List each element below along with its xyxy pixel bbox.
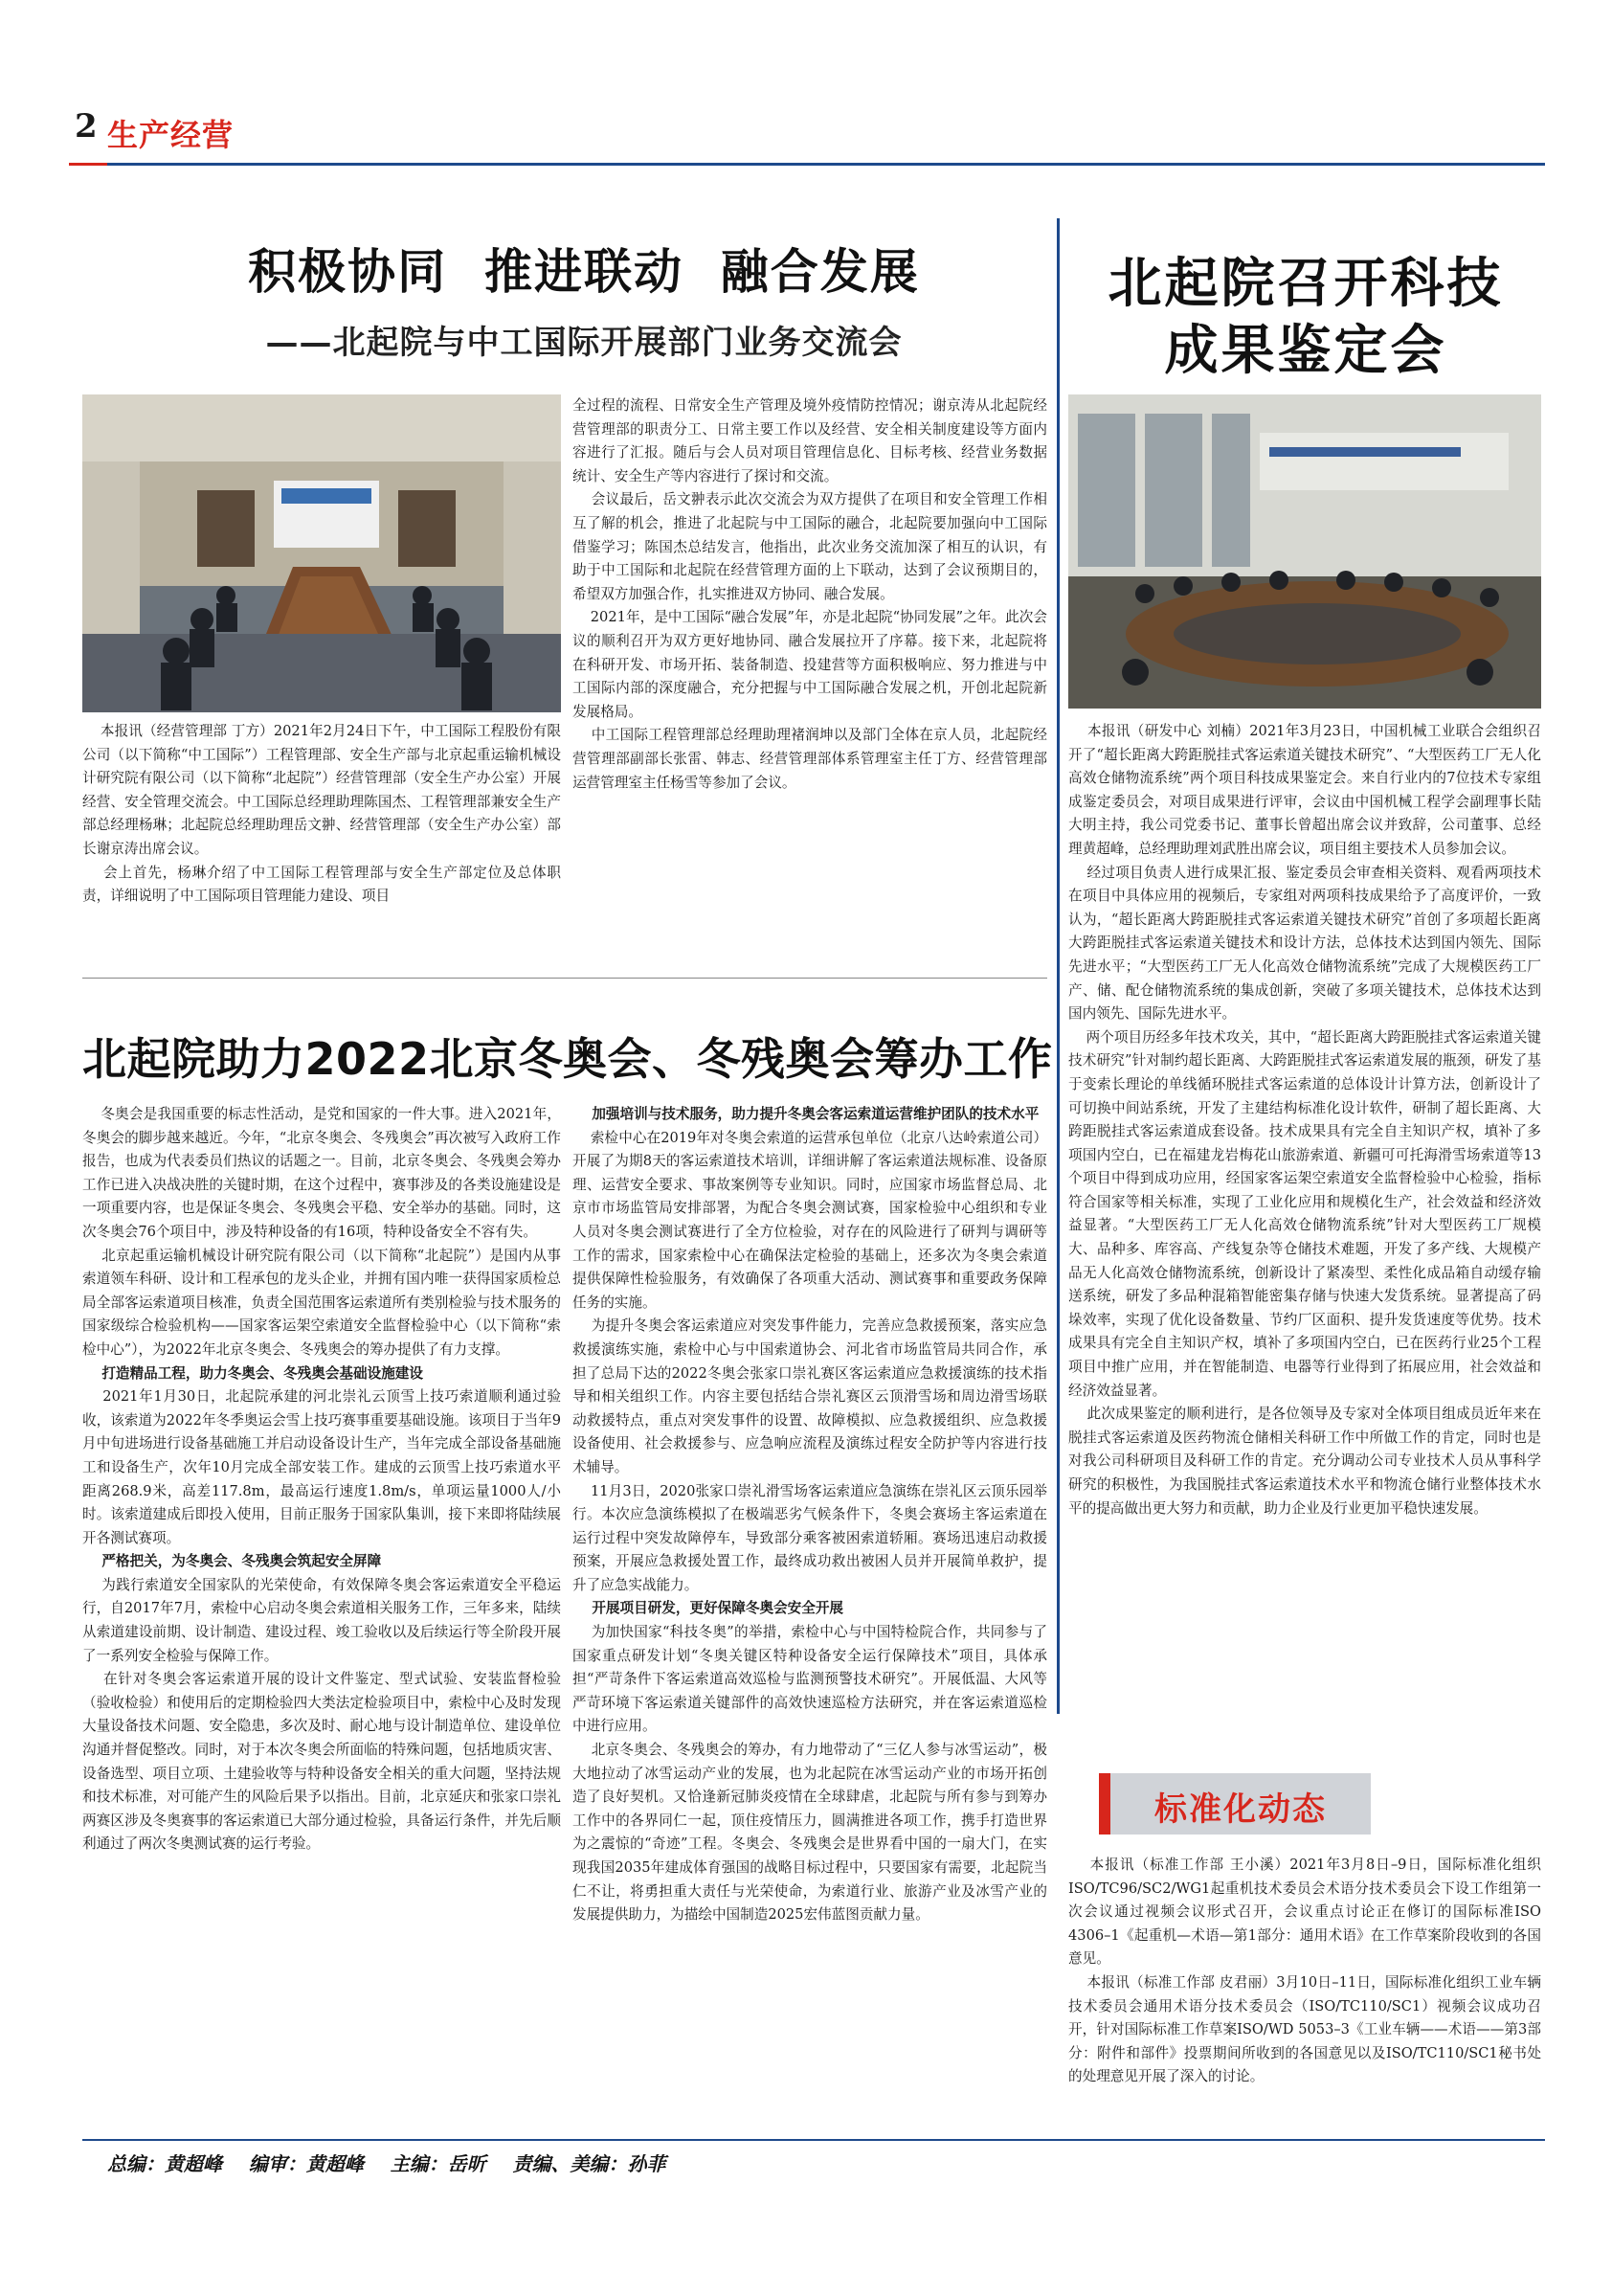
article3-title: 北起院助力2022北京冬奥会、冬残奥会筹办工作 (82, 1033, 1053, 1085)
article3-col1-heading1: 打造精品工程，助力冬奥会、冬残奥会基础设施建设 (82, 1364, 423, 1382)
standards-label: 标准化动态 (1154, 1790, 1327, 1829)
header-rule-accent (69, 163, 107, 166)
article3-col2 (572, 1103, 1047, 2118)
article1-title: 积极协同 推进联动 融合发展 (248, 244, 920, 300)
article3-col1 (82, 1103, 561, 2118)
article1-subtitle: ——北起院与中工国际开展部门业务交流会 (265, 324, 903, 362)
article3-col1-part2: 2021年1月30日，北起院承建的河北崇礼云顶雪上技巧索道顺利通过验收，该索道为2022年冬季奥运会雪上技巧赛事重要基础设施。该项目于当年9月中旬进场进行设备基础施工并启动设备设计生产，当年完成全部设备基础施工和设备生产，次年10月完成全部安装工作。建成的云顶雪上技巧索道水平距离268.9米，高差117.8m，最高运行速度1.8m/s，单项运量1000人/小时。该索道建成后即投入使用，目前正服务于国家队集训，接下来即将陆续展开各测试赛项。 (82, 1388, 562, 1546)
article1-col1: 本报讯（经营管理部 丁方）2021年2月24日下午，中工国际工程股份有限公司（以下简称“中工国际”）工程管理部、安全生产部与北京起重运输机械设计研究院有限公司（以下简称“北起院”）经营管理部（安全生产办公室）开展经营、安全管理交流会。中工国际总经理助理陈国杰、工程管理部兼安全生产部总经理杨琳；北起院总经理助理岳文翀、经营管理部（安全生产办公室）部长谢京涛出席会议。 会上首先，杨琳介绍了中工国际工程管理部与安全生产部定位及总体职责，详细说明了中工国际项目管理能力建设、项目 (82, 723, 561, 905)
article2-title-line2: 成果鉴定会 (1164, 320, 1447, 382)
article3-col2-heading2: 开展项目研发，更好保障冬奥会安全开展 (572, 1600, 844, 1617)
footer-rule (82, 2139, 1545, 2141)
meeting-photo-2 (1068, 394, 1541, 709)
page-number: 2 (75, 107, 98, 146)
article1-col2: 全过程的流程、日常安全生产管理及境外疫情防控情况；谢京涛从北起院经营管理部的职责分工、日常主要工作以及经营、安全相关制度建设等方面内容进行了汇报。随后与会人员对项目管理信息化、目标考核、经营业务数据统计、安全生产等内容进行了探讨和交流。 会议最后，岳文翀表示此次交流会为双方提供了在项目和安全管理工作相互了解的机会，推进了北起院与中工国际的融合，北起院要加强向中工国际借鉴学习；陈国杰总结发言，他指出，此次业务交流加深了相互的认识，有助于中工国际和北起院在经营管理方面的上下联动，达到了会议预期目的，希望双方加强合作，扎实推进双方协同、融合发展。 2021年，是中工国际“融合发展”年，亦是北起院“协同发展”之年。此次会议的顺利召开为双方更好地协同、融合发展拉开了序幕。接下来，北起院将在科研开发、市场开拓、装备制造、投建营等方面积极响应、努力推进与中工国际内部的深度融合，充分把握与中工国际融合发展之机，开创北起院新发展格局。 中工国际工程管理部总经理助理褚润坤以及部门全体在京人员，北起院经营管理部副部长张雷、韩志、经营管理部体系管理室主任丁方、经营管理部运营管理室主任杨雪等参加了会议。 (572, 397, 1047, 791)
article3-col2-part1: 索检中心在2019年对冬奥会索道的运营承包单位（北京八达岭索道公司）开展了为期8天的客运索道技术培训，详细讲解了客运索道法规标准、设备原理、运营安全要求、事故案例等专业知识。同时，应国家市场监督总局、北京市市场监管局安排部署，为配合冬奥会测试赛，国家检验中心组织和专业人员对冬奥会测试赛进行了全方位检验，对存在的风险进行了研判与调研等工作的需求，国家索检中心在确保法定检验的基础上，还多次为冬奥会索道提供保障性检验服务，有效确保了各项重大活动、测试赛事和重要政务保障任务的实施。 为提升冬奥会客运索道应对突发事件能力，完善应急救援预案，落实应急救援演练实施，索检中心与中国索道协会、河北省市场监管局共同合作，承担了总局下达的2022冬奥会张家口崇礼赛区客运索道应急救援演练的技术指导和相关组织工作。内容主要包括结合崇礼赛区云顶滑雪场和周边滑雪场联动救援特点，重点对突发事件的设置、故障模拟、应急救援组织、应急救援设备使用、社会救援参与、应急响应流程及演练过程安全防护等内容进行技术辅导。 11月3日，2020张家口崇礼滑雪场客运索道应急演练在崇礼区云顶乐园举行。本次应急演练模拟了在极端恶劣气候条件下，冬奥会赛场主客运索道在运行过程中突发故障停车，导致部分乘客被困索道轿厢。赛场迅速启动救援预案，开展应急救援处置工作，最终成功救出被困人员并开展简单救护，提升了应急实战能力。 (572, 1129, 1048, 1593)
footer-credits: 总编：黄超峰 编审：黄超峰 主编：岳昕 责编、美编：孙菲 (107, 2152, 666, 2175)
horizontal-divider (82, 978, 1047, 979)
article3-col1-intro: 冬奥会是我国重要的标志性活动，是党和国家的一件大事。进入2021年，冬奥会的脚步越来越近。今年，“北京冬奥会、冬残奥会”再次被写入政府工作报告，也成为代表委员们热议的话题之一。目前，北京冬奥会、冬残奥会筹办工作已进入决战决胜的关键时期，在这个过程中，赛事涉及的各类设施建设是一项重要内容，也是保证冬奥会、冬残奥会平稳、安全举办的基础。同时，这次冬奥会76个项目中，涉及特种设备的有16项，特种设备安全不容有失。 北京起重运输机械设计研究院有限公司（以下简称“北起院”）是国内从事索道领车科研、设计和工程承包的龙头企业，并拥有国内唯一获得国家质检总局全部客运索道项目核准，负责全国范围客运索道所有类别检验与技术服务的国家级综合检验机构——国家客运架空索道安全监督检验中心（以下简称“索检中心”），为2022年北京冬奥会、冬残奥会的筹办提供了有力支撑。 (82, 1106, 561, 1358)
article3-col1-part3: 为践行索道安全国家队的光荣使命，有效保障冬奥会客运索道安全平稳运行，自2017年7月，索检中心启动冬奥会索道相关服务工作，三年多来，陆续从索道建设前期、设计制造、建设过程、竣工验收以及后续运行等全阶段开展了一系列安全检验与保障工作。 在针对冬奥会客运索道开展的设计文件鉴定、型式试验、安装监督检验（验收检验）和使用后的定期检验四大类法定检验项目中，索检中心及时发现大量设备技术问题、安全隐患，多次及时、耐心地与设计制造单位、建设单位沟通并督促整改。同时，对于本次冬奥会所面临的特殊问题，包括地质灾害、设备选型、项目立项、土建验收等与特种设备安全相关的重大问题，坚持法规和技术标准，对可能产生的风险后果予以指出。目前，北京延庆和张家口崇礼两赛区涉及冬奥赛事的客运索道已大部分通过检验，具备运行条件，并先后顺利通过了两次冬奥测试赛的运行考验。 (82, 1576, 561, 1853)
article2-title-line1: 北起院召开科技 (1108, 253, 1504, 315)
article3-col2-part2: 为加快国家“科技冬奥”的举措，索检中心与中国特检院合作，共同参与了国家重点研发计划“冬奥关键区特种设备安全运行保障技术”项目，具体承担“严苛条件下客运索道高效巡检与监测预警技术研究”。开展低温、大风等严苛环境下客运索道关键部件的高效快速巡检方法研究，并在客运索道巡检中进行应用。 北京冬奥会、冬残奥会的筹办，有力地带动了“三亿人参与冰雪运动”，极大地拉动了冰雪运动产业的发展，也为北起院在冰雪运动产业的市场开拓创造了良好契机。又恰逢新冠肺炎疫情在全球肆虐，北起院与所有参与到筹办工作中的各界同仁一起，顶住疫情压力，圆满推进各项工作，携手打造世界为之震惊的“奇迹”工程。冬奥会、冬残奥会是世界看中国的一扇大门，在实现我国2035年建成体育强国的战略目标过程中，只要国家有需要，北起院当仁不让，将勇担重大责任与光荣使命，为索道行业、旅游产业及冰雪产业的发展提供助力，为描绘中国制造2025宏伟蓝图贡献力量。 (572, 1624, 1047, 1924)
section-title: 生产经营 (107, 117, 235, 153)
article4-body: 本报讯（标准工作部 王小溪）2021年3月8日–9日，国际标准化组织ISO/TC96/SC2/WG1起重机技术委员会术语分技术委员会下设工作组第一次会议通过视频会议形式召开，会议重点讨论正在修订的国际标准ISO 4306–1《起重机—术语—第1部分：通用术语》在工作草案阶段收到的各国意见。 本报讯（标准工作部 皮君丽）3月10日–11日，国际标准化组织工业车辆技术委员会通用术语分技术委员会（ISO/TC110/SC1）视频会议成功召开，针对国际标准工作草案ISO/WD 5053–3《工业车辆——术语——第3部分：附件和部件》投票期间所收到的各国意见以及ISO/TC110/SC1秘书处的处理意见开展了深入的讨论。 (1068, 1857, 1541, 2085)
column-divider (1057, 218, 1060, 1714)
article3-col2-heading1: 加强培训与技术服务，助力提升冬奥会客运索道运营维护团队的技术水平 (572, 1106, 1040, 1122)
standards-label-box (1099, 1773, 1371, 1835)
standards-label-accent (1099, 1773, 1110, 1835)
header-rule (107, 163, 1545, 166)
article2-body: 本报讯（研发中心 刘楠）2021年3月23日，中国机械工业联合会组织召开了“超长距离大跨距脱挂式客运索道关键技术研究”、“大型医药工厂无人化高效仓储物流系统”两个项目科技成果鉴定会。来自行业内的7位技术专家组成鉴定委员会，对项目成果进行评审，会议由中国机械工程学会副理事长陆大明主持，我公司党委书记、董事长曾超出席会议并致辞，公司董事、总经理黄超峰，总经理助理刘武胜出席会议，项目组主要技术人员参加会议。 经过项目负责人进行成果汇报、鉴定委员会审查相关资料、观看两项技术在项目中具体应用的视频后，专家组对两项科技成果给予了高度评价，一致认为，“超长距离大跨距脱挂式客运索道关键技术研究”首创了多项超长距离大跨距脱挂式客运索道关键技术和设计方法，总体技术达到国内领先、国际先进水平；“大型医药工厂无人化高效仓储物流系统”完成了大规模医药工厂产、储、配仓储物流系统的集成创新，突破了多项关键技术，总体技术达到国内领先、国际先进水平。 两个项目历经多年技术攻关，其中，“超长距离大跨距脱挂式客运索道关键技术研究”针对制约超长距离、大跨距脱挂式客运索道发展的瓶颈，研发了基于变索长理论的单线循环脱挂式客运索道的总体设计计算方法，创新设计了可切换中间站系统，开发了主建结构标准化设计软件，研制了超长距离、大跨距脱挂式客运索道成套设备。技术成果具有完全自主知识产权，填补了多项国内空白，已在福建龙岩梅花山旅游索道、新疆可可托海滑雪场索道等13个项目中得到成功应用，经国家客运架空索道安全监督检验中心检验，指标符合国家等相关标准，实现了工业化应用和规模化生产，社会效益和经济效益显著。“大型医药工厂无人化高效仓储物流系统”针对大型医药工厂规模大、品种多、库容高、产线复杂等仓储技术难题，开发了多产线、大规模产品无人化高效仓储物流系统，创新设计了紧凑型、柔性化成品箱自动缓存输送系统，研发了多品种混箱智能密集存储与快速大发货系统。显著提高了码垛效率，实现了优化设备数量、节约厂区面积、提升发货速度等优势。技术成果具有完全自主知识产权，填补了多项国内空白，已在医药行业25个工程项目中推广应用，并在智能制造、电器等行业得到了拓展应用，社会效益和经济效益显著。 此次成果鉴定的顺利进行，是各位领导及专家对全体项目组成员近年来在脱挂式客运索道及医药物流仓储相关科研工作中所做工作的肯定，同时也是对我公司科研项目及科研工作的肯定。充分调动公司专业技术人员从事科学研究的积极性，为我国脱挂式客运索道技术水平和物流仓储行业整体技术水平的提高做出更大努力和贡献，助力企业及行业更加平稳快速发展。 (1068, 723, 1542, 1517)
article3-col1-heading2: 严格把关，为冬奥会、冬残奥会筑起安全屏障 (82, 1553, 382, 1570)
meeting-photo-1 (82, 394, 561, 712)
